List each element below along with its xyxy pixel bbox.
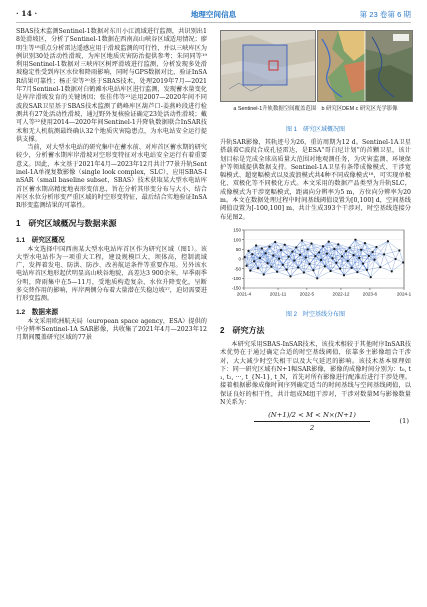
acquisition-point [366, 269, 368, 271]
volume-issue: 第 23 卷第 6 期 [359, 10, 411, 19]
acquisition-point [307, 248, 309, 250]
acquisition-point [324, 265, 326, 267]
acquisition-point [341, 255, 343, 257]
running-header [16, 8, 411, 23]
y-tick-label: 0 [238, 256, 241, 262]
acquisition-point [245, 265, 247, 267]
acquisition-point [383, 253, 385, 255]
acquisition-point [280, 249, 282, 251]
dem-optical-panel [317, 30, 413, 102]
acquisition-point [339, 268, 341, 270]
acquisition-point [312, 269, 314, 271]
acquisition-point [299, 254, 301, 256]
acquisition-point [253, 260, 255, 262]
y-tick-label: 50 [235, 246, 241, 252]
x-axis-ticks [237, 288, 411, 297]
journal-name: 地理空间信息 [190, 10, 237, 19]
figure-2-number: 图 2 [285, 311, 297, 318]
left-column [16, 28, 207, 343]
body-paragraph: 本文采用欧洲航天局（european space agency，ESA）提供的中分辨率Sentinel-1A SAR影像，共收集了2021年4月—2023年12月期间覆盖研究区域的77景 [16, 317, 207, 342]
equation-numerator: (N+1)/2 < M < N×(N+1) [268, 411, 356, 420]
acquisition-point [337, 243, 339, 245]
acquisition-point [286, 269, 288, 271]
acquisition-point [333, 248, 335, 250]
acquisition-point [249, 269, 251, 271]
figure-1-number: 图 1 [285, 127, 297, 133]
acquisition-point [351, 267, 353, 269]
figure-1 [220, 28, 411, 123]
acquisition-point [326, 252, 328, 254]
acquisition-point [360, 249, 362, 251]
acquisition-point [282, 264, 284, 266]
x-tick-label: 2021-11 [269, 291, 287, 297]
acquisition-point [297, 266, 299, 268]
acquisition-point [261, 247, 263, 249]
acquisition-point [316, 277, 318, 279]
figure-2-caption [220, 309, 411, 318]
y-tick-label: -50 [234, 266, 241, 272]
acquisition-point [343, 274, 345, 276]
fraction-bar [254, 421, 370, 422]
acquisition-point [387, 240, 389, 242]
acquisition-point [278, 257, 280, 259]
acquisition-point [295, 246, 297, 248]
acquisition-point [330, 270, 332, 272]
acquisition-point [266, 262, 268, 264]
acquisition-point [402, 261, 404, 263]
acquisition-point [349, 247, 351, 249]
acquisition-point [276, 271, 278, 273]
acquisition-point [289, 275, 291, 277]
right-column [220, 28, 411, 437]
acquisition-point [358, 257, 360, 259]
acquisition-point [259, 257, 261, 259]
y-tick-label: 150 [233, 227, 241, 233]
acquisition-point [318, 251, 320, 253]
figure-2-title: 时空基线分布图 [303, 311, 346, 318]
acquisition-point [303, 271, 305, 273]
x-tick-label: 2024-1 [396, 291, 411, 297]
acquisition-point [268, 245, 270, 247]
acquisition-point [398, 249, 400, 251]
body-paragraph: 升轨SAR影像，其轨迹号为26，重访周期为12 d。Sentinel-1A卫星搭载着C波段合成孔径雷达，是ESA“哥白尼计划”的首颗卫星，该计划目标是完成全球高质量大范围对地观测任务，为灾害监测、环境保护等领域提供数据支持。Sentinel-1A卫星有条带成像模式、干涉宽幅模式、超宽幅模式以及波浪模式共4种不同成像模式¹⁸，可实现单极化、双极化等不同极化方式。本文采用的数据产品类型为升轨SLC，成像模式为干涉宽幅模式，距离向分辨率为5 m，方位向分辨率为20 m。本文在数据处理过程中时间基线阈值设置为[0,100] d，空间基线阈值设置为[-100,100] m，共计生成393个干涉对，时空基线连接分布见图2。 [220, 139, 411, 221]
acquisition-point [314, 255, 316, 257]
figure-1-caption [220, 124, 411, 133]
acquisition-point [293, 259, 295, 261]
acquisition-point [354, 239, 356, 241]
acquisition-point [257, 267, 259, 269]
subsection-heading: 1.1 研究区概况 [16, 236, 65, 244]
acquisition-point [263, 273, 265, 275]
equation-denominator: 2 [309, 424, 315, 433]
acquisition-point [244, 256, 246, 258]
figure-1-subcaption: a Sentinel-1升轨数据空间覆盖范围 b 研究区DEM c 研究区光学影像 [233, 106, 398, 112]
acquisition-point [251, 253, 253, 255]
y-tick-label: 100 [233, 237, 241, 243]
acquisition-point [305, 256, 307, 258]
subsection-heading: 1.2 数据来源 [16, 308, 59, 316]
acquisition-point [301, 239, 303, 241]
page-number: · 14 · [16, 9, 38, 18]
body-paragraph: 本研究采用SBAS-InSAR技术，该技术相较于其他时序InSAR技术优势在于通过确定合适的时空基线阈值，依靠多主影像组合干涉对，大大减少时空失相干以及大气延迟的影响。该技术基本原理如下：同一研究区域有N+1幅SAR影像，影像的成像时间分别为：t₀, t₁, t₂, ···, t_{N-1}, t_N，首先对所有影像进行配准后进行干涉处理。接着根据影像成像时间序列确定适当的时间基线与空间基线阈值，以保证良好的相干性，共计组成M组干涉对，干涉对数量M与影像数量N关系为： [220, 340, 411, 407]
x-tick-label: 2023-6 [362, 291, 378, 297]
acquisition-point [322, 245, 324, 247]
body-paragraph: 当前，对大型水电站的研究集中在蓄水前、对库首区蓄水期的研究较少，分析蓄水期库岸滑坡对空形变特征对水电站安全运行有着重要意义。因此，本文基于2021年4月—2023年12月共计77景升轨Sentinel-1A单视复数影像（single look complex，SLC），应用SBAS-InSAR（small baseline subset，SBAS）技术获取某大型水电站库首区蓄水期高精度地表形变信息，旨在分析其形变分布与大小，结合库区水位分析形变严重区域的时空形变特征，最后结合实地验证InSAR形变监测结果的可靠性。 [16, 144, 207, 210]
figure-2 [220, 226, 411, 318]
acquisition-point [272, 254, 274, 256]
acquisition-point [335, 262, 337, 264]
acquisition-point [368, 255, 370, 257]
y-axis-ticks [232, 228, 244, 291]
x-tick-label: 2022-5 [299, 291, 315, 297]
section-heading: 1 研究区域概况与数据来源 [16, 218, 117, 228]
acquisition-point [320, 259, 322, 261]
dem-optical-image [318, 31, 412, 101]
acquisition-point [373, 259, 375, 261]
x-tick-label: 2021-4 [236, 291, 252, 297]
acquisition-point [308, 263, 310, 265]
acquisition-point [270, 266, 272, 268]
equation-number: (1) [399, 417, 409, 426]
acquisition-point [287, 256, 289, 258]
body-paragraph: 本文选择中国西南某大型水电站库首区作为研究区域（图1）。该大型水电站作为一项重大工程，建设规模巨大，坝体高，控制流域广，发挥着发电、防洪、防沙、改善航运条件等重要作用。另外该水电站库首区地形起伏明显高山峡谷地貌，高差达3 900余米，早季雨季分明，降雨集中在5—11月，受地质构造复杂，水位升降变化，呈断多交替作用的影响，库岸两侧分布着大量潜在失稳边坡¹⁷，迫切需要进行形变监测。 [16, 245, 207, 303]
body-paragraph: SBAS技术监测Sentinel-1数据对东川小江流域进行监测，共识别出18处滑坡区，分析了Sentinel-1数据在西南高山峡谷区域适用情况；廖明生等¹⁸重点分析雷达遥感应用于滑坡监测的可行性，并以三峡库区为例识别30处活动性滑坡，为库区地质灾害防治提供参考；朱同同等¹⁹利用Sentinel-1数据对三峡库区树坪滑坡进行监测，分析发现多处滑坡稳定性受到库区水位和降雨影响，同时与GPS数据对比，验证InSAR结果可靠性；杨正荣等²⁰基于SBAS技术，处理2019年7月—2021年7月Sentinel-1数据对白鹤滩水电站库区进行监测，发现蓄水量变化是库岸滑坡发育的关键诱因；张佳伟等²¹运用2007—2020年间不同波段SAR卫星基于SBAS技术监测了鹤峰库区葫芦口-姜燕岭段进行检测共有27处活动性滑坡，通过野外复核验证确定23处活动性滑坡；戴可人等²²使用2014—2020年间Sentinel-1升降轨数据联合InSAR技术和无人机航测最终确认32个地质灾害隐患点，为水电站安全运行提供支撑。 [16, 28, 207, 143]
acquisition-point [265, 252, 267, 254]
acquisition-point [356, 271, 358, 273]
acquisition-point [255, 244, 257, 246]
acquisition-point [394, 258, 396, 260]
acquisition-point [291, 251, 293, 253]
acquisition-point [274, 241, 276, 243]
section-heading: 2 研究方法 [220, 325, 265, 335]
equation-1 [220, 411, 411, 437]
acquisition-point [375, 246, 377, 248]
figure-1-title: 研究区域概况图 [303, 127, 346, 133]
acquisition-point [345, 250, 347, 252]
baseline-chart [220, 226, 411, 304]
acquisition-point [284, 244, 286, 246]
acquisition-point [362, 263, 364, 265]
y-tick-label: -100 [231, 275, 241, 281]
acquisition-point [352, 254, 354, 256]
acquisition-point [310, 242, 312, 244]
sentinel-coverage-map [221, 31, 315, 101]
acquisition-point [364, 242, 366, 244]
y-tick-label: -150 [231, 285, 241, 291]
acquisition-point [328, 240, 330, 242]
acquisition-point [247, 250, 249, 252]
acquisition-point [331, 257, 333, 259]
acquisition-point [347, 260, 349, 262]
acquisition-point [372, 251, 374, 253]
acquisition-point [379, 266, 381, 268]
acquisition-point [370, 276, 372, 278]
acquisition-point [391, 270, 393, 272]
x-tick-label: 2022-12 [332, 291, 350, 297]
coverage-map-panel [220, 30, 316, 102]
